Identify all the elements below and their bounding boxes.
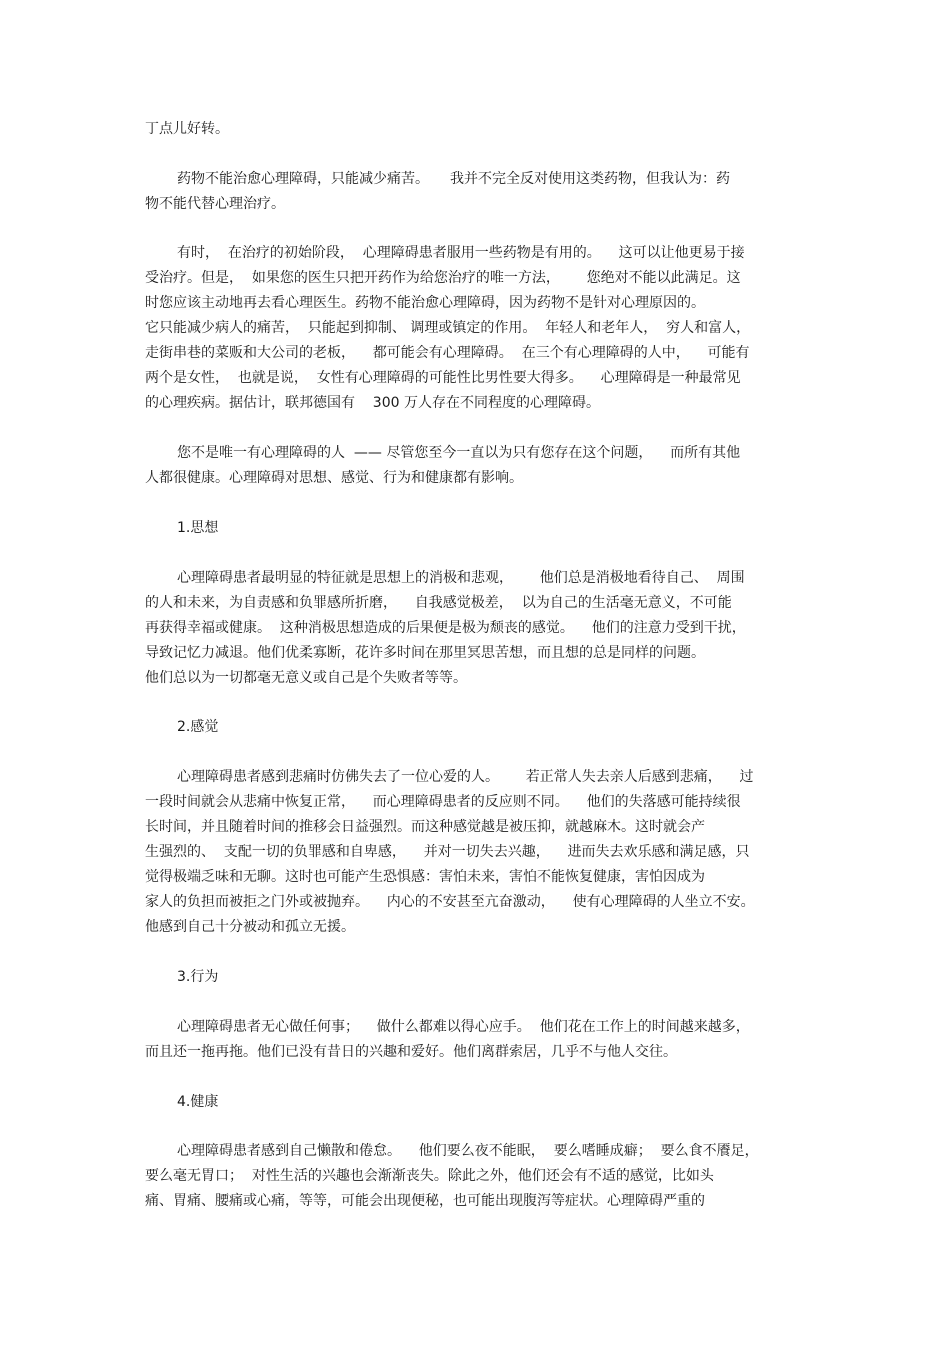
text-line: 心理障碍患者感到悲痛时仿佛失去了一位心爱的人。 若正常人失去亲人后感到悲痛， 过	[177, 769, 754, 785]
text-line: 心理障碍患者无心做任何事； 做什么都难以得心应手。 他们花在工作上的时间越来越多，	[177, 1019, 750, 1035]
text-line: 心理障碍患者最明显的特征就是思想上的消极和悲观， 他们总是消极地看待自己、 周围	[177, 570, 745, 586]
text-line: 走街串巷的菜贩和大公司的老板， 都可能会有心理障碍。 在三个有心理障碍的人中， 可能有	[145, 345, 750, 361]
text-line: 的心理疾病。据估计，联邦德国有 300 万人存在不同程度的心理障碍。	[145, 395, 600, 411]
text-line: 觉得极端乏味和无聊。这时也可能产生恐惧感：害怕未来，害怕不能恢复健康，害怕因成为	[145, 869, 705, 885]
text-line: 痛、胃痛、腰痛或心痛，等等，可能会出现便秘，也可能出现腹泻等症状。心理障碍严重的	[145, 1193, 705, 1209]
text-line: 两个是女性， 也就是说， 女性有心理障碍的可能性比男性要大得多。 心理障碍是一种最常见	[145, 370, 741, 386]
text-line: 家人的负担而被拒之门外或被抛弃。 内心的不安甚至亢奋激动， 使有心理障碍的人坐立不安。	[145, 894, 755, 910]
text-line: 而且还一拖再拖。他们已没有昔日的兴趣和爱好。他们离群索居，几乎不与他人交往。	[145, 1044, 677, 1060]
section-heading: 4.健康	[177, 1094, 219, 1110]
text-line: 的人和未来，为自责感和负罪感所折磨， 自我感觉极差， 以为自己的生活毫无意义，不可能	[145, 595, 732, 611]
text-line: 要么毫无胃口； 对性生活的兴趣也会渐渐丧失。除此之外，他们还会有不适的感觉，比如头	[145, 1168, 714, 1184]
text-line: 您不是唯一有心理障碍的人 —— 尽管您至今一直以为只有您存在这个问题， 而所有其他	[177, 445, 741, 461]
text-line: 人都很健康。心理障碍对思想、感觉、行为和健康都有影响。	[145, 470, 523, 486]
text-line: 再获得幸福或健康。 这种消极思想造成的后果便是极为颓丧的感觉。 他们的注意力受到干扰，	[145, 620, 746, 636]
text-line: 物不能代替心理治疗。	[145, 196, 285, 212]
text-line: 时您应该主动地再去看心理医生。药物不能治愈心理障碍，因为药物不是针对心理原因的。	[145, 295, 705, 311]
text-line: 他感到自己十分被动和孤立无援。	[145, 919, 355, 935]
text-line: 丁点儿好转。	[145, 121, 229, 137]
text-line: 它只能减少病人的痛苦， 只能起到抑制、 调理或镇定的作用。 年轻人和老年人， 穷人和富人，	[145, 320, 751, 336]
text-line: 受治疗。但是， 如果您的医生只把开药作为给您治疗的唯一方法， 您绝对不能以此满足。这	[145, 270, 741, 286]
text-line: 心理障碍患者感到自己懒散和倦怠。 他们要么夜不能眠， 要么嗜睡成癖； 要么食不餍足，	[177, 1143, 759, 1159]
text-line: 药物不能治愈心理障碍，只能减少痛苦。 我并不完全反对使用这类药物，但我认为：药	[177, 171, 730, 187]
section-heading: 2.感觉	[177, 719, 219, 735]
text-line: 生强烈的、 支配一切的负罪感和自卑感， 并对一切失去兴趣， 进而失去欢乐感和满足感，只	[145, 844, 750, 860]
text-line: 长时间，并且随着时间的推移会日益强烈。而这种感觉越是被压抑，就越麻木。这时就会产	[145, 819, 705, 835]
section-heading: 1.思想	[177, 520, 219, 536]
text-line: 有时， 在治疗的初始阶段， 心理障碍患者服用一些药物是有用的。 这可以让他更易于接	[177, 245, 745, 261]
text-line: 他们总以为一切都毫无意义或自己是个失败者等等。	[145, 670, 467, 686]
text-line: 导致记忆力减退。他们优柔寡断，花许多时间在那里冥思苦想，而且想的总是同样的问题。	[145, 645, 705, 661]
section-heading: 3.行为	[177, 969, 219, 985]
text-line: 一段时间就会从悲痛中恢复正常， 而心理障碍患者的反应则不同。 他们的失落感可能持续很	[145, 794, 741, 810]
